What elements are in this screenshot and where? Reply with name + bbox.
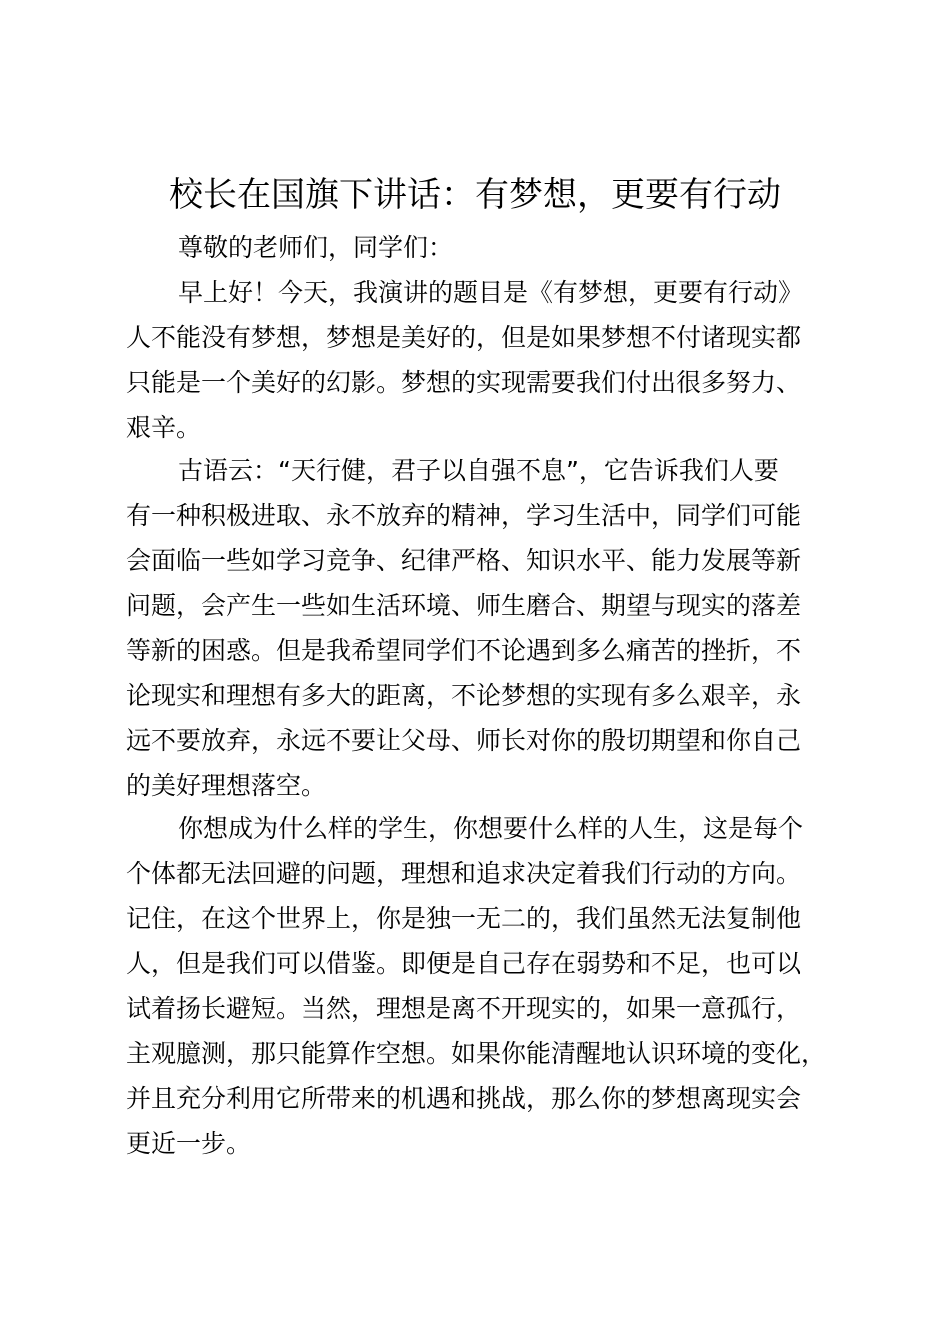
paragraph-line: 古语云：“天行健，君子以自强不息”，它告诉我们人要 bbox=[178, 456, 779, 485]
paragraph-line: 艰辛。 bbox=[126, 413, 202, 442]
paragraph-line: 人，但是我们可以借鉴。即便是自己存在弱势和不足，也可以 bbox=[126, 949, 802, 978]
paragraph-line: 更近一步。 bbox=[126, 1129, 252, 1158]
paragraph-line: 的美好理想落空。 bbox=[126, 771, 327, 800]
paragraph-line: 并且充分利用它所带来的机遇和挑战，那么你的梦想离现实会 bbox=[126, 1084, 802, 1113]
paragraph-line: 会面临一些如学习竞争、纪律严格、知识水平、能力发展等新 bbox=[126, 546, 802, 575]
paragraph-line: 远不要放弃，永远不要让父母、师长对你的殷切期望和你自己 bbox=[126, 726, 802, 755]
greeting-line: 尊敬的老师们，同学们： bbox=[178, 233, 454, 262]
paragraph-line: 只能是一个美好的幻影。梦想的实现需要我们付出很多努力、 bbox=[126, 368, 802, 397]
paragraph-line: 你想成为什么样的学生，你想要什么样的人生，这是每个 bbox=[178, 814, 804, 843]
paragraph-line: 有一种积极进取、永不放弃的精神，学习生活中，同学们可能 bbox=[126, 501, 802, 530]
paragraph-3 bbox=[126, 806, 846, 1166]
paragraph-line: 个体都无法回避的问题，理想和追求决定着我们行动的方向。 bbox=[126, 859, 802, 888]
paragraph-line: 论现实和理想有多大的距离，不论梦想的实现有多么艰辛，永 bbox=[126, 681, 802, 710]
paragraph-2 bbox=[126, 448, 846, 808]
paragraph-line: 等新的困惑。但是我希望同学们不论遇到多么痛苦的挫折，不 bbox=[126, 636, 802, 665]
document-title: 校长在国旗下讲话：有梦想，更要有行动 bbox=[169, 175, 781, 215]
paragraph-line: 主观臆测，那只能算作空想。如果你能清醒地认识环境的变化， bbox=[126, 1039, 827, 1068]
greeting-paragraph bbox=[126, 225, 846, 270]
paragraph-line: 试着扬长避短。当然，理想是离不开现实的，如果一意孤行， bbox=[126, 994, 802, 1023]
paragraph-line: 人不能没有梦想，梦想是美好的，但是如果梦想不付诸现实都 bbox=[126, 323, 802, 352]
paragraph-line: 记住，在这个世界上，你是独一无二的，我们虽然无法复制他 bbox=[126, 904, 802, 933]
paragraph-1 bbox=[126, 270, 846, 450]
paragraph-line: 早上好！今天，我演讲的题目是《有梦想，更要有行动》 bbox=[178, 278, 804, 307]
paragraph-line: 问题，会产生一些如生活环境、师生磨合、期望与现实的落差 bbox=[126, 591, 802, 620]
